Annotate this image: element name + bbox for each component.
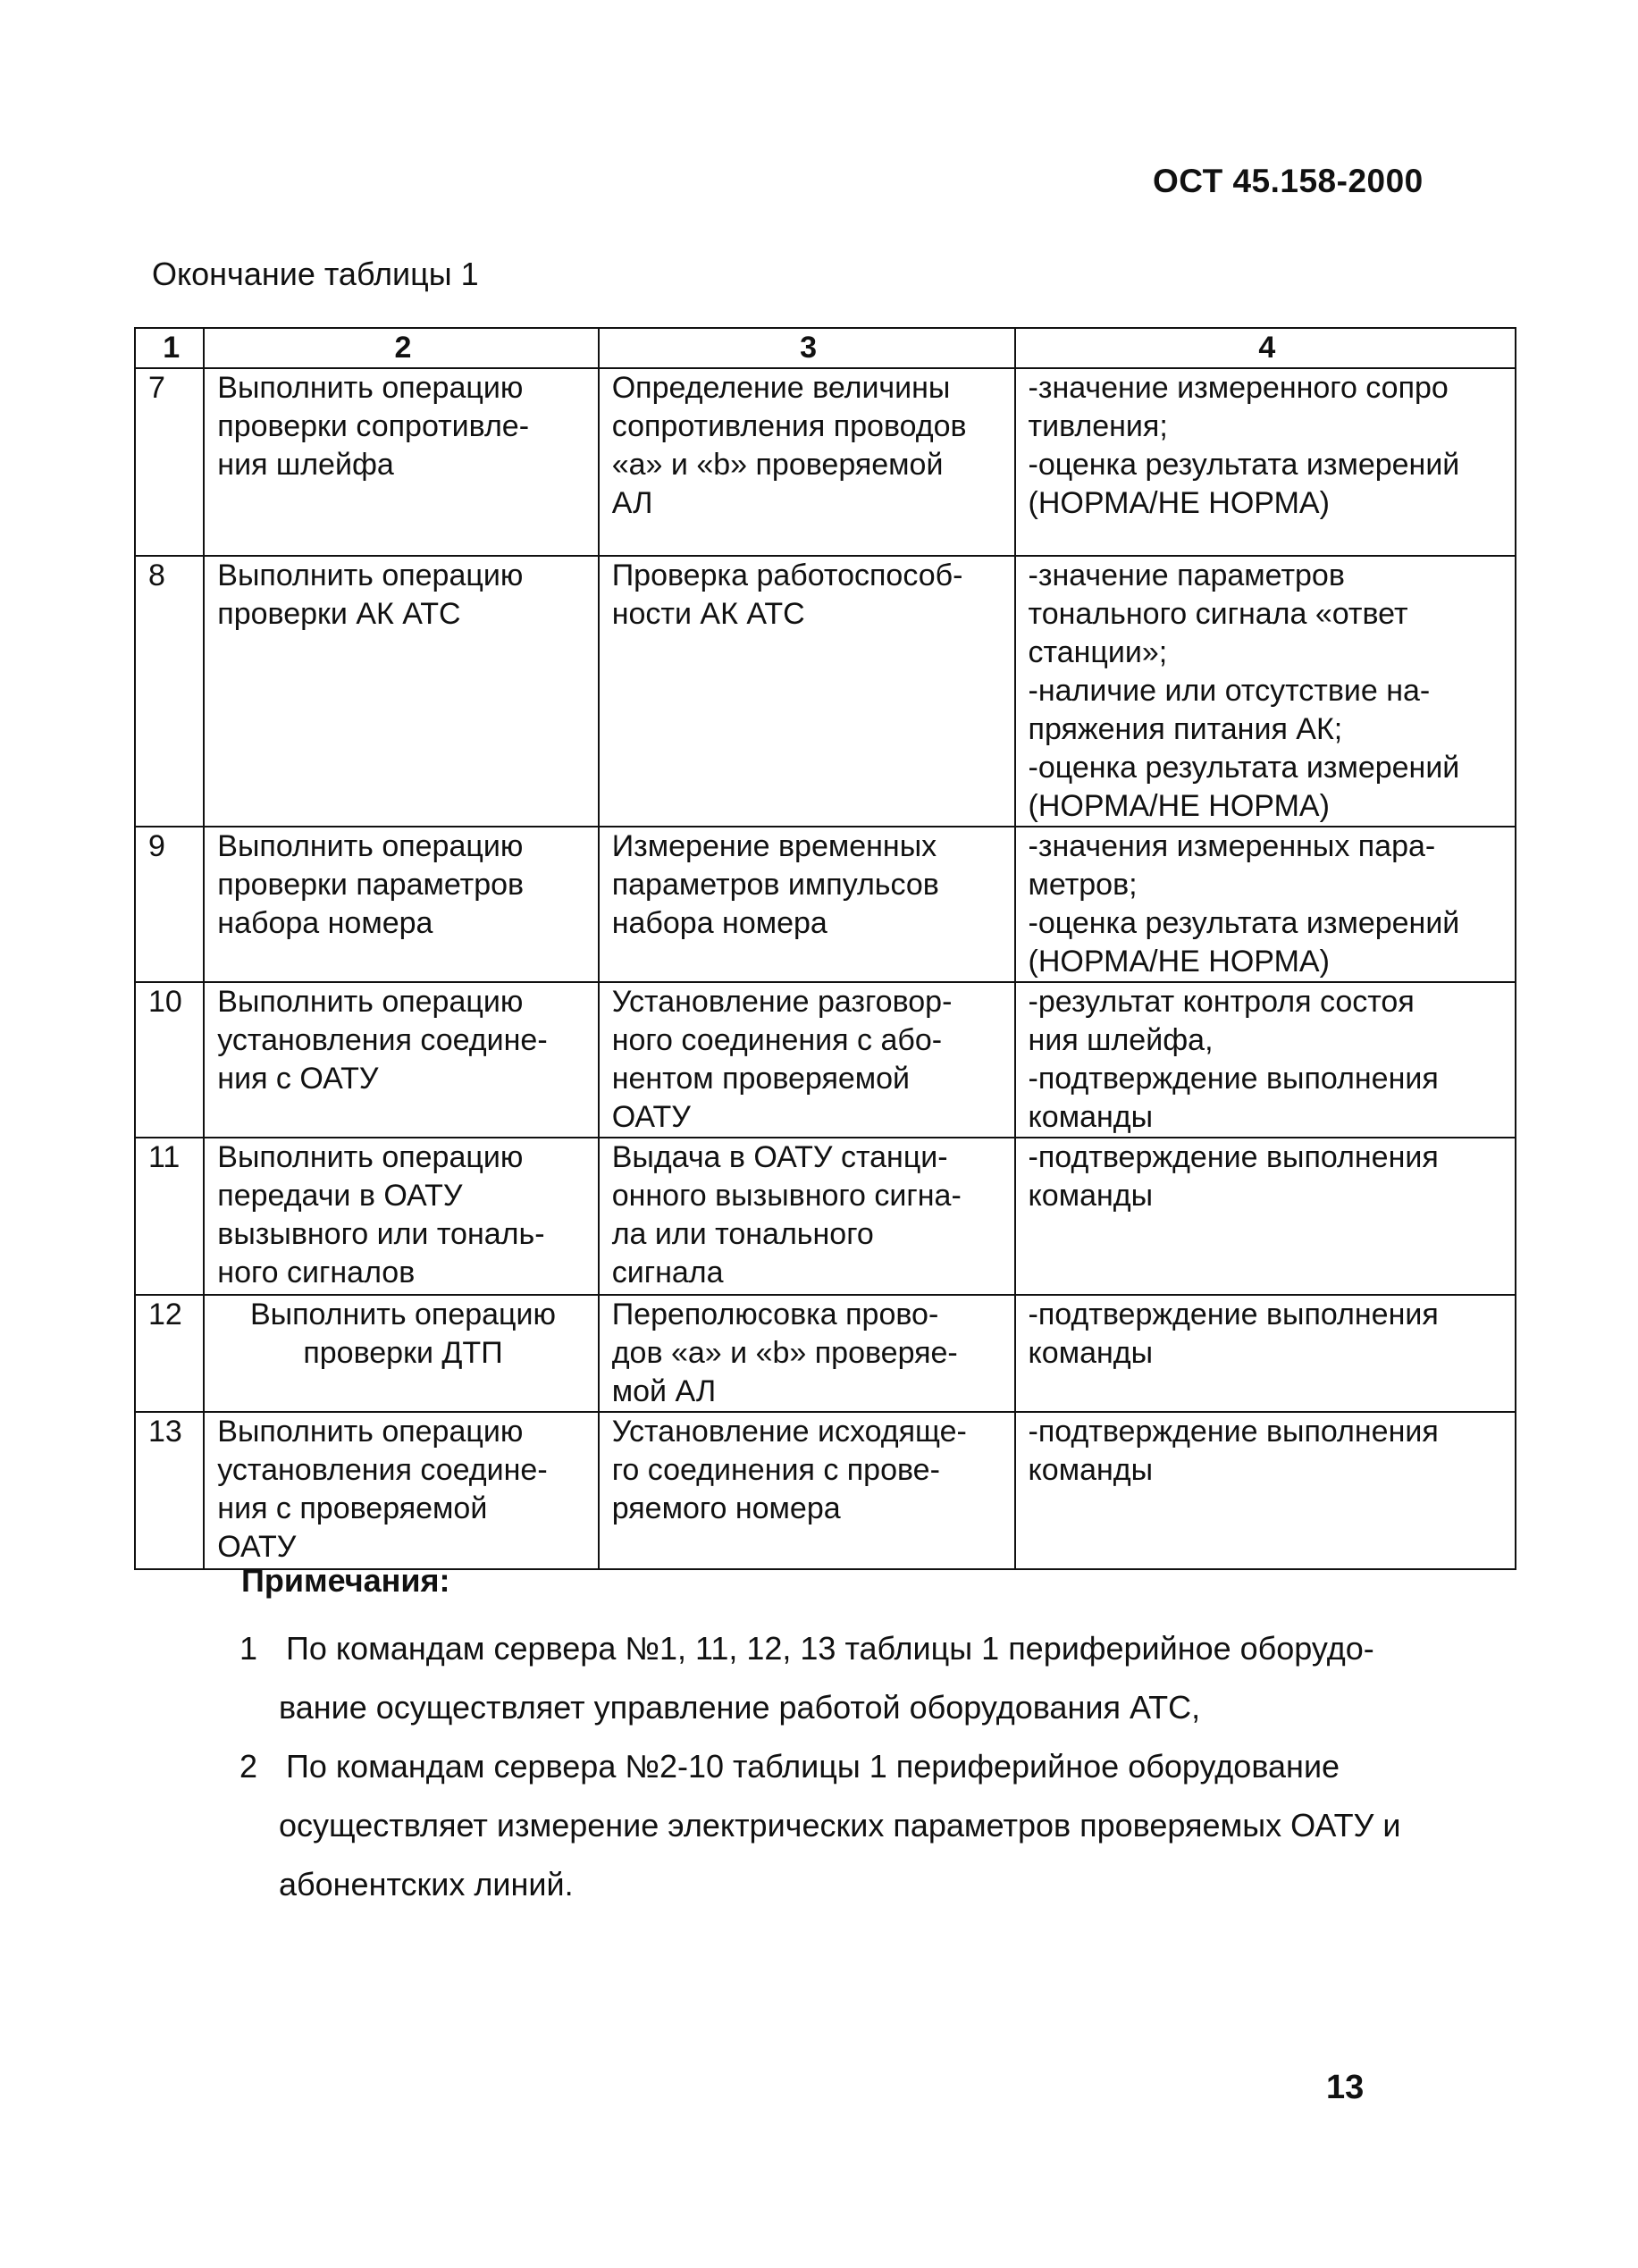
table-caption: Окончание таблицы 1 (152, 256, 479, 292)
row-action: Выполнить операцию передачи в ОАТУ вызывного или тональ- ного сигналов (204, 1138, 598, 1295)
row-number: 10 (135, 982, 204, 1138)
row-number: 12 (135, 1295, 204, 1412)
row-description: Измерение временных параметров импульсов набора номера (599, 827, 1015, 982)
table-row (135, 1295, 1516, 1412)
column-header-number: 1 (135, 328, 204, 368)
column-header-description: 3 (599, 328, 1015, 368)
row-action: Выполнить операцию проверки сопротивле- ния шлейфа (204, 368, 598, 556)
row-description: Определение величины сопротивления проводов «а» и «b» проверяемой АЛ (599, 368, 1015, 556)
row-description: Установление исходяще- го соединения с прове- ряемого номера (599, 1412, 1015, 1569)
row-result: -подтверждение выполнения команды (1015, 1295, 1516, 1412)
note-text-line: По командам сервера №1, 11, 12, 13 таблицы 1 периферийное оборудо- (286, 1630, 1374, 1667)
note-text-line: осуществляет измерение электрических параметров проверяемых ОАТУ и (279, 1807, 1401, 1844)
row-result: -подтверждение выполнения команды (1015, 1138, 1516, 1295)
row-number: 7 (135, 368, 204, 556)
row-description: Установление разговор- ного соединения с або- нентом проверяемой ОАТУ (599, 982, 1015, 1138)
row-action: Выполнить операцию проверки ДТП (204, 1295, 598, 1412)
document-code: ОСТ 45.158-2000 (1153, 163, 1424, 199)
table-row (135, 1138, 1516, 1295)
commands-table (134, 327, 1516, 1570)
row-action: Выполнить операцию установления соедине- ния с ОАТУ (204, 982, 598, 1138)
row-result: -значения измеренных пара- метров; -оценка результата измерений (НОРМА/НЕ НОРМА) (1015, 827, 1516, 982)
note-text-line: абонентских линий. (279, 1866, 574, 1903)
row-result: -значение измеренного сопро тивления; -оценка результата измерений (НОРМА/НЕ НОРМА) (1015, 368, 1516, 556)
column-header-action: 2 (204, 328, 598, 368)
row-number: 13 (135, 1412, 204, 1569)
notes-title: Примечания: (241, 1562, 450, 1599)
row-number: 8 (135, 556, 204, 827)
table-header-row (135, 328, 1516, 368)
note-number: 2 (239, 1748, 258, 1785)
row-action: Выполнить операцию проверки АК АТС (204, 556, 598, 827)
note-text-line: По командам сервера №2-10 таблицы 1 периферийное оборудование (286, 1748, 1340, 1785)
note-item (239, 1619, 1401, 1737)
note-text-line: вание осуществляет управление работой оборудования АТС, (279, 1689, 1201, 1726)
column-header-result: 4 (1015, 328, 1516, 368)
table-row (135, 1412, 1516, 1569)
table-row (135, 556, 1516, 827)
row-description: Выдача в ОАТУ станци- онного вызывного сигна- ла или тонального сигнала (599, 1138, 1015, 1295)
row-description: Переполюсовка прово- дов «а» и «b» проверяе- мой АЛ (599, 1295, 1015, 1412)
table-row (135, 982, 1516, 1138)
row-description: Проверка работоспособ- ности АК АТС (599, 556, 1015, 827)
row-result: -подтверждение выполнения команды (1015, 1412, 1516, 1569)
table-row (135, 827, 1516, 982)
row-action: Выполнить операцию проверки параметров набора номера (204, 827, 598, 982)
row-number: 11 (135, 1138, 204, 1295)
table-row (135, 368, 1516, 556)
note-item (239, 1737, 1401, 1914)
row-action: Выполнить операцию установления соедине- ния с проверяемой ОАТУ (204, 1412, 598, 1569)
row-result: -результат контроля состоя ния шлейфа, -подтверждение выполнения команды (1015, 982, 1516, 1138)
note-number: 1 (239, 1630, 258, 1667)
row-result: -значение параметров тонального сигнала «ответ станции»; -наличие или отсутствие на- пряжения питания АК; -оценка результата измерений (НОРМА/НЕ НОРМА) (1015, 556, 1516, 827)
page-number: 13 (1326, 2069, 1365, 2106)
row-number: 9 (135, 827, 204, 982)
